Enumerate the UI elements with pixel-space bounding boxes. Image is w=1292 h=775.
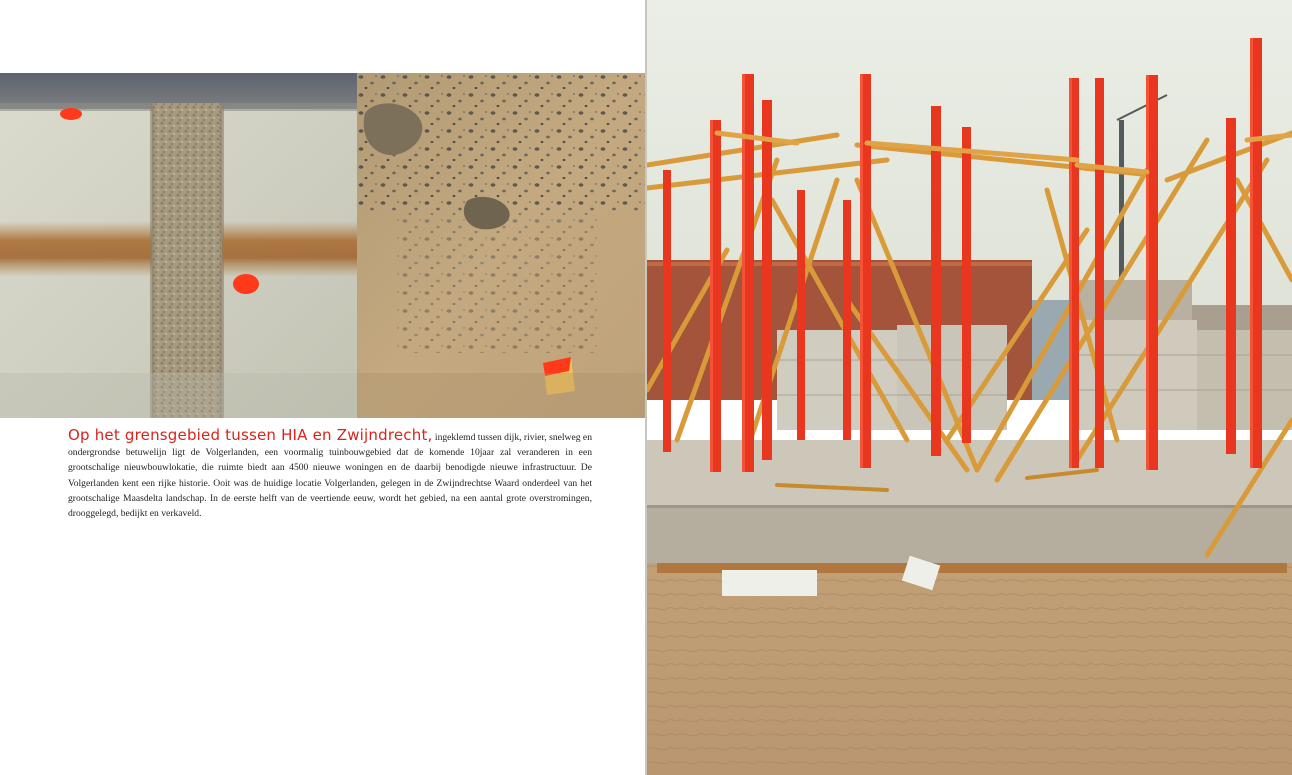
article-heading: Op het grensgebied tussen HIA en Zwijndrecht,	[68, 426, 433, 444]
photo-construction-scaffolding	[647, 0, 1292, 775]
article-paragraph	[68, 425, 592, 521]
left-page	[0, 0, 645, 775]
sand-photo-graphic	[357, 73, 645, 418]
right-page	[647, 0, 1292, 775]
photo-sand-gravel-marker	[357, 73, 645, 418]
photo-concrete-joint-markers	[0, 73, 357, 418]
construction-photo-graphic	[647, 0, 1292, 775]
article-block	[68, 425, 592, 521]
concrete-photo-graphic	[0, 73, 357, 418]
article-body-text: ingeklemd tussen dijk, rivier, snelweg en ondergrondse betuwelijn ligt de Volgerlanden, een voormalig tuinbouwgebied dat de komende 10jaar zal veranderen in een grootschalige nieuwbouwlokatie, die ruimte biedt aan 4500 nieuwe woningen en de daarbij benodigde nieuwe infrastructuur. De Volgerlanden kent een rijke historie. Ooit was de huidige locatie Volgerlanden, gelegen in de Zwijndrechtse Waard onderdeel van het grootschalige Maasdelta landschap. In de eerste helft van de veertiende eeuw, wordt het gebied, na een aantal grote overstromingen, drooggelegd, bedijkt en verkaveld.	[68, 432, 592, 520]
